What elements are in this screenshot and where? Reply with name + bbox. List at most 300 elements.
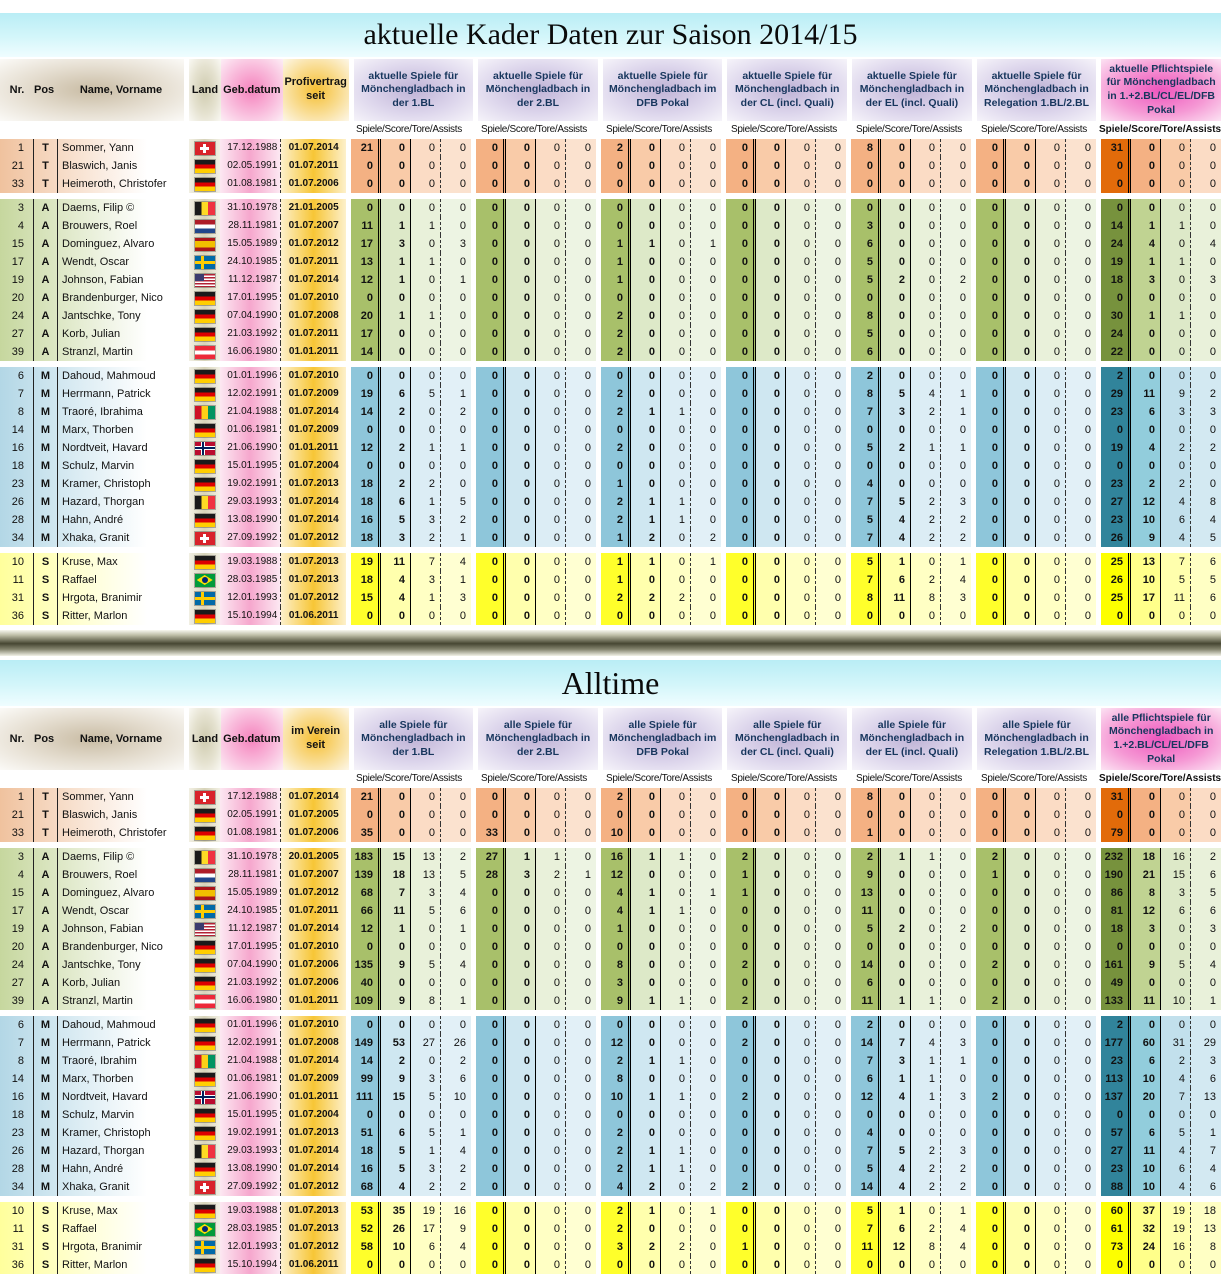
cell-since: 01.07.2013 (281, 1124, 346, 1142)
stat-cell: 4 (441, 1142, 471, 1160)
stat-cell: 0 (631, 307, 661, 325)
stat-cell: 6 (1191, 1178, 1221, 1196)
col-header-left-block (0, 708, 184, 770)
stat-cell: 2 (631, 1238, 661, 1256)
cell-pos: M (34, 1070, 58, 1088)
stat-group-5 (976, 325, 1096, 343)
group-subheader-2: Spiele/Score/Tore/Assists (606, 123, 712, 135)
stat-group-1 (476, 343, 596, 361)
stat-cell: 0 (1006, 235, 1036, 253)
stat-cell: 0 (1036, 607, 1066, 625)
stat-cell: 0 (536, 571, 566, 589)
stat-cell: 0 (476, 788, 506, 806)
cell-birthdate: 07.04.1990 (220, 307, 281, 325)
stat-cell: 0 (566, 956, 596, 974)
stat-cell: 4 (911, 385, 941, 403)
stat-group-0 (351, 1178, 471, 1196)
stat-cell: 0 (726, 1124, 756, 1142)
stat-cell: 0 (881, 289, 911, 307)
stat-cell: 0 (411, 1106, 441, 1124)
stat-cell: 0 (506, 403, 536, 421)
player-row (0, 325, 1221, 343)
stat-group-1 (476, 607, 596, 625)
stat-cell: 0 (816, 175, 846, 193)
stat-cell: 0 (786, 884, 816, 902)
stat-cell: 1 (441, 385, 471, 403)
stat-cell: 4 (601, 902, 631, 920)
cell-pos: M (34, 529, 58, 547)
stat-cell: 0 (631, 866, 661, 884)
stat-cell: 21 (1131, 866, 1161, 884)
cell-name: Brandenburger, Nico (62, 292, 163, 304)
stat-cell: 0 (1066, 1070, 1096, 1088)
stat-cell: 2 (601, 589, 631, 607)
stat-cell: 2 (726, 1034, 756, 1052)
title-alltime (0, 660, 1221, 706)
stat-cell: 0 (851, 457, 881, 475)
stat-cell: 0 (476, 1178, 506, 1196)
cell-nr: 20 (0, 938, 34, 956)
cell-since: 01.06.2011 (281, 1256, 346, 1274)
stat-group-3 (726, 902, 846, 920)
stat-cell: 0 (631, 1256, 661, 1274)
stat-cell: 0 (506, 1202, 536, 1220)
stat-cell: 2 (411, 475, 441, 493)
cell-since: 01.01.2011 (281, 343, 346, 361)
stat-cell: 0 (631, 457, 661, 475)
stat-group-0 (351, 866, 471, 884)
stat-cell: 12 (351, 439, 381, 457)
cell-nr: 34 (0, 529, 34, 547)
stat-cell: 0 (786, 571, 816, 589)
cell-nr: 33 (0, 175, 34, 193)
stat-group-3 (726, 475, 846, 493)
stat-cell: 4 (1191, 1160, 1221, 1178)
cell-land (189, 157, 220, 175)
stat-cell: 0 (351, 421, 381, 439)
stat-cell: 3 (851, 217, 881, 235)
stat-cell: 0 (1161, 175, 1191, 193)
stat-cell: 6 (851, 343, 881, 361)
stat-cell: 1 (601, 553, 631, 571)
stat-cell: 0 (786, 1070, 816, 1088)
stat-cell: 0 (756, 1088, 786, 1106)
stat-cell: 2 (911, 571, 941, 589)
stat-cell: 0 (726, 974, 756, 992)
cell-land (189, 1256, 220, 1274)
stat-cell: 0 (536, 343, 566, 361)
cell-name: Raffael (62, 574, 97, 586)
stat-group-6 (1101, 824, 1221, 842)
stat-group-0 (351, 824, 471, 842)
stat-cell: 6 (881, 1220, 911, 1238)
stat-group-5 (976, 157, 1096, 175)
stat-cell: 12 (1131, 493, 1161, 511)
stat-cell: 0 (566, 848, 596, 866)
stat-cell: 31 (1161, 1034, 1191, 1052)
stat-cell: 1 (661, 1088, 691, 1106)
stat-cell: 0 (911, 902, 941, 920)
stat-cell: 0 (566, 992, 596, 1010)
stat-cell: 1 (691, 1202, 721, 1220)
stat-cell: 1 (411, 217, 441, 235)
stat-cell: 0 (1036, 1202, 1066, 1220)
stat-cell: 0 (1131, 1256, 1161, 1274)
stat-cell: 8 (851, 385, 881, 403)
stat-cell: 1 (881, 1202, 911, 1220)
stat-cell: 14 (351, 403, 381, 421)
stat-cell: 0 (816, 607, 846, 625)
stat-cell: 0 (381, 199, 411, 217)
stat-cell: 3 (1131, 920, 1161, 938)
stat-cell: 0 (756, 1256, 786, 1274)
stat-group-0 (351, 1034, 471, 1052)
stat-cell: 2 (691, 529, 721, 547)
stat-cell: 0 (1036, 475, 1066, 493)
stat-cell: 0 (536, 1016, 566, 1034)
col-header-geb: Geb.datum (221, 708, 283, 770)
stat-cell: 2 (631, 589, 661, 607)
stat-cell: 26 (441, 1034, 471, 1052)
stat-cell: 0 (786, 199, 816, 217)
stat-group-6 (1101, 343, 1221, 361)
stat-cell: 0 (1006, 974, 1036, 992)
stat-group-0 (351, 511, 471, 529)
stat-group-3 (726, 1160, 846, 1178)
flag-de-icon (195, 1073, 215, 1086)
stat-cell: 0 (566, 199, 596, 217)
col-header-left-block (0, 59, 184, 121)
stat-group-3 (726, 175, 846, 193)
stat-cell: 0 (756, 848, 786, 866)
stat-cell: 0 (1161, 1106, 1191, 1124)
stat-cell: 58 (351, 1238, 381, 1256)
stat-cell: 0 (1191, 253, 1221, 271)
cell-birthdate: 21.04.1988 (220, 1052, 281, 1070)
stat-cell: 0 (816, 1106, 846, 1124)
group-header-1: aktuelle Spiele für Mönchengladbach in der 2.BL (478, 59, 598, 121)
stat-cell: 0 (631, 974, 661, 992)
stat-group-2 (601, 788, 721, 806)
stat-cell: 0 (756, 157, 786, 175)
cell-birthdate: 17.12.1988 (220, 788, 281, 806)
cell-nr: 39 (0, 992, 34, 1010)
stat-cell: 0 (756, 1070, 786, 1088)
stat-group-6 (1101, 1088, 1221, 1106)
stat-group-4 (851, 1070, 971, 1088)
stat-cell: 0 (941, 217, 971, 235)
player-row (0, 956, 1221, 974)
flag-de-icon (195, 178, 215, 191)
stat-cell: 0 (726, 1202, 756, 1220)
stat-cell: 28 (476, 866, 506, 884)
stat-cell: 6 (851, 1070, 881, 1088)
flag-us-icon (195, 923, 215, 936)
stat-cell: 1 (941, 385, 971, 403)
stat-group-6 (1101, 788, 1221, 806)
stat-cell: 4 (941, 1220, 971, 1238)
stat-cell: 6 (1131, 1124, 1161, 1142)
cell-name: Dahoud, Mahmoud (62, 1019, 156, 1031)
stat-cell: 0 (476, 493, 506, 511)
cell-land (189, 992, 220, 1010)
stat-group-0 (351, 788, 471, 806)
stat-cell: 0 (631, 475, 661, 493)
stat-cell: 0 (756, 884, 786, 902)
stat-cell: 0 (851, 938, 881, 956)
stat-cell: 0 (851, 175, 881, 193)
stat-group-0 (351, 848, 471, 866)
cell-name: Nordtveit, Havard (62, 1091, 148, 1103)
stat-cell: 0 (1066, 289, 1096, 307)
cell-birthdate: 12.01.1993 (220, 1238, 281, 1256)
stat-group-5 (976, 1220, 1096, 1238)
stat-cell: 149 (351, 1034, 381, 1052)
stat-cell: 0 (631, 271, 661, 289)
stat-cell: 0 (881, 866, 911, 884)
cell-pos: A (34, 884, 58, 902)
stat-cell: 0 (566, 1016, 596, 1034)
stat-cell: 0 (1131, 607, 1161, 625)
stat-group-6 (1101, 511, 1221, 529)
stat-group-5 (976, 1052, 1096, 1070)
stat-group-1 (476, 553, 596, 571)
cell-land (189, 385, 220, 403)
stat-cell: 0 (536, 457, 566, 475)
stat-cell: 31 (1101, 139, 1131, 157)
stat-cell: 0 (756, 307, 786, 325)
stat-cell: 99 (351, 1070, 381, 1088)
stat-cell: 0 (1006, 1160, 1036, 1178)
stat-cell: 0 (1066, 385, 1096, 403)
cell-name: Jantschke, Tony (62, 310, 141, 322)
stat-cell: 0 (381, 788, 411, 806)
stat-cell: 0 (756, 253, 786, 271)
player-row (0, 475, 1221, 493)
cell-land (189, 788, 220, 806)
stat-cell: 0 (536, 529, 566, 547)
stat-group-2 (601, 139, 721, 157)
cell-pos: A (34, 920, 58, 938)
stat-group-2 (601, 1106, 721, 1124)
stat-cell: 5 (1161, 956, 1191, 974)
group-header-2: aktuelle Spiele für Mönchengladbach im DFB Pokal (603, 59, 723, 121)
stat-cell: 0 (1066, 1202, 1096, 1220)
stat-cell: 0 (1006, 1256, 1036, 1274)
flag-de-icon (195, 160, 215, 173)
stat-cell: 0 (786, 1142, 816, 1160)
cell-nr: 3 (0, 199, 34, 217)
stat-cell: 0 (881, 956, 911, 974)
stat-cell: 1 (441, 571, 471, 589)
stat-cell: 0 (1191, 343, 1221, 361)
stat-cell: 0 (631, 806, 661, 824)
stat-cell: 0 (601, 1256, 631, 1274)
stat-cell: 26 (1101, 571, 1131, 589)
stat-cell: 0 (1066, 529, 1096, 547)
stat-cell: 0 (566, 367, 596, 385)
cell-name: Traoré, Ibrahima (62, 406, 143, 418)
cell-birthdate: 16.06.1980 (220, 992, 281, 1010)
stat-group-6 (1101, 1034, 1221, 1052)
stat-group-5 (976, 824, 1096, 842)
group-subheader-0: Spiele/Score/Tore/Assists (356, 123, 462, 135)
stat-cell: 0 (1066, 571, 1096, 589)
stat-cell: 0 (941, 938, 971, 956)
stat-cell: 0 (1006, 403, 1036, 421)
stat-cell: 20 (351, 307, 381, 325)
stat-cell: 0 (786, 1256, 816, 1274)
stat-group-5 (976, 992, 1096, 1010)
stat-cell: 0 (536, 289, 566, 307)
stat-cell: 0 (816, 199, 846, 217)
stat-cell: 0 (691, 175, 721, 193)
stat-cell: 2 (726, 992, 756, 1010)
stat-cell: 26 (1101, 529, 1131, 547)
stat-cell: 0 (536, 824, 566, 842)
stat-cell: 0 (691, 157, 721, 175)
stat-group-4 (851, 439, 971, 457)
stat-cell: 14 (1101, 217, 1131, 235)
stat-cell: 1 (411, 439, 441, 457)
stat-cell: 0 (1036, 1052, 1066, 1070)
stat-cell: 0 (1066, 902, 1096, 920)
cell-land (189, 343, 220, 361)
player-row (0, 1034, 1221, 1052)
cell-name: Korb, Julian (62, 977, 121, 989)
stat-cell: 52 (351, 1220, 381, 1238)
stat-cell: 0 (976, 1052, 1006, 1070)
stat-cell: 0 (1006, 385, 1036, 403)
cell-pos: M (34, 1124, 58, 1142)
stat-group-0 (351, 175, 471, 193)
stat-cell: 0 (726, 938, 756, 956)
stat-cell: 0 (506, 511, 536, 529)
stat-cell: 0 (911, 457, 941, 475)
stat-cell: 2 (941, 920, 971, 938)
stat-cell: 0 (911, 217, 941, 235)
stat-cell: 1 (1131, 307, 1161, 325)
stat-cell: 6 (1191, 1070, 1221, 1088)
stat-cell: 0 (976, 439, 1006, 457)
stat-cell: 0 (631, 157, 661, 175)
stat-group-5 (976, 1238, 1096, 1256)
cell-birthdate: 21.03.1992 (220, 974, 281, 992)
col-header-seit: Profivertrag seit (283, 59, 349, 121)
stat-cell: 0 (1036, 1070, 1066, 1088)
stat-cell: 0 (566, 589, 596, 607)
stat-cell: 0 (506, 571, 536, 589)
stat-cell: 0 (941, 343, 971, 361)
stat-cell: 0 (476, 457, 506, 475)
stat-cell: 0 (851, 421, 881, 439)
stat-group-1 (476, 307, 596, 325)
cell-since: 01.07.2004 (281, 1106, 346, 1124)
stat-cell: 0 (756, 1034, 786, 1052)
stat-cell: 0 (1191, 475, 1221, 493)
stat-cell: 2 (1191, 439, 1221, 457)
stat-cell: 1 (631, 1142, 661, 1160)
stat-cell: 0 (536, 307, 566, 325)
cell-birthdate: 28.11.1981 (220, 866, 281, 884)
column-header-row (0, 59, 1221, 121)
stat-cell: 0 (691, 457, 721, 475)
cell-since: 01.07.2005 (281, 806, 346, 824)
stat-group-6 (1101, 307, 1221, 325)
stat-group-0 (351, 439, 471, 457)
stat-group-2 (601, 307, 721, 325)
stat-cell: 0 (786, 439, 816, 457)
cell-since: 01.07.2012 (281, 235, 346, 253)
stat-cell: 6 (381, 1124, 411, 1142)
stat-group-3 (726, 235, 846, 253)
stat-group-4 (851, 157, 971, 175)
stat-cell: 0 (536, 139, 566, 157)
stat-cell: 0 (911, 421, 941, 439)
stat-cell: 109 (351, 992, 381, 1010)
stat-group-5 (976, 1070, 1096, 1088)
stat-cell: 0 (476, 235, 506, 253)
cell-land (189, 884, 220, 902)
cell-birthdate: 16.06.1980 (220, 343, 281, 361)
stat-cell: 16 (601, 848, 631, 866)
stat-cell: 0 (601, 289, 631, 307)
flag-gn-icon (195, 1055, 215, 1068)
cell-since: 01.07.2014 (281, 920, 346, 938)
stat-cell: 0 (1036, 806, 1066, 824)
stat-cell: 0 (536, 1256, 566, 1274)
stat-group-3 (726, 607, 846, 625)
stat-cell: 0 (976, 457, 1006, 475)
stat-group-2 (601, 938, 721, 956)
stat-cell: 0 (1006, 199, 1036, 217)
stat-cell: 0 (411, 920, 441, 938)
stat-cell: 0 (441, 974, 471, 992)
stat-cell: 0 (816, 553, 846, 571)
cell-nr: 4 (0, 866, 34, 884)
stat-cell: 3 (411, 884, 441, 902)
stat-cell: 0 (1036, 824, 1066, 842)
stat-cell: 0 (786, 992, 816, 1010)
group-header-0: aktuelle Spiele für Mönchengladbach in der 1.BL (354, 59, 474, 121)
stat-cell: 0 (816, 824, 846, 842)
stat-cell: 0 (691, 271, 721, 289)
flag-ch-icon (195, 142, 215, 155)
stat-cell: 1 (631, 992, 661, 1010)
flag-no-icon (195, 1091, 215, 1104)
stat-cell: 0 (1131, 157, 1161, 175)
stat-cell: 27 (1101, 1142, 1131, 1160)
stat-cell: 4 (1161, 529, 1191, 547)
stat-cell: 0 (726, 529, 756, 547)
cell-nr: 11 (0, 571, 34, 589)
stat-cell: 0 (1036, 956, 1066, 974)
cell-land (189, 1142, 220, 1160)
stat-cell: 2 (851, 367, 881, 385)
stat-cell: 0 (1191, 139, 1221, 157)
col-header-nr: Nr. (9, 733, 25, 745)
stat-cell: 0 (566, 974, 596, 992)
stat-cell: 0 (351, 457, 381, 475)
stat-cell: 0 (786, 325, 816, 343)
stat-cell: 1 (631, 848, 661, 866)
stat-group-5 (976, 289, 1096, 307)
stat-cell: 0 (1066, 1256, 1096, 1274)
stat-cell: 0 (726, 253, 756, 271)
stat-group-4 (851, 992, 971, 1010)
stat-cell: 0 (1006, 1034, 1036, 1052)
stat-cell: 5 (1191, 571, 1221, 589)
